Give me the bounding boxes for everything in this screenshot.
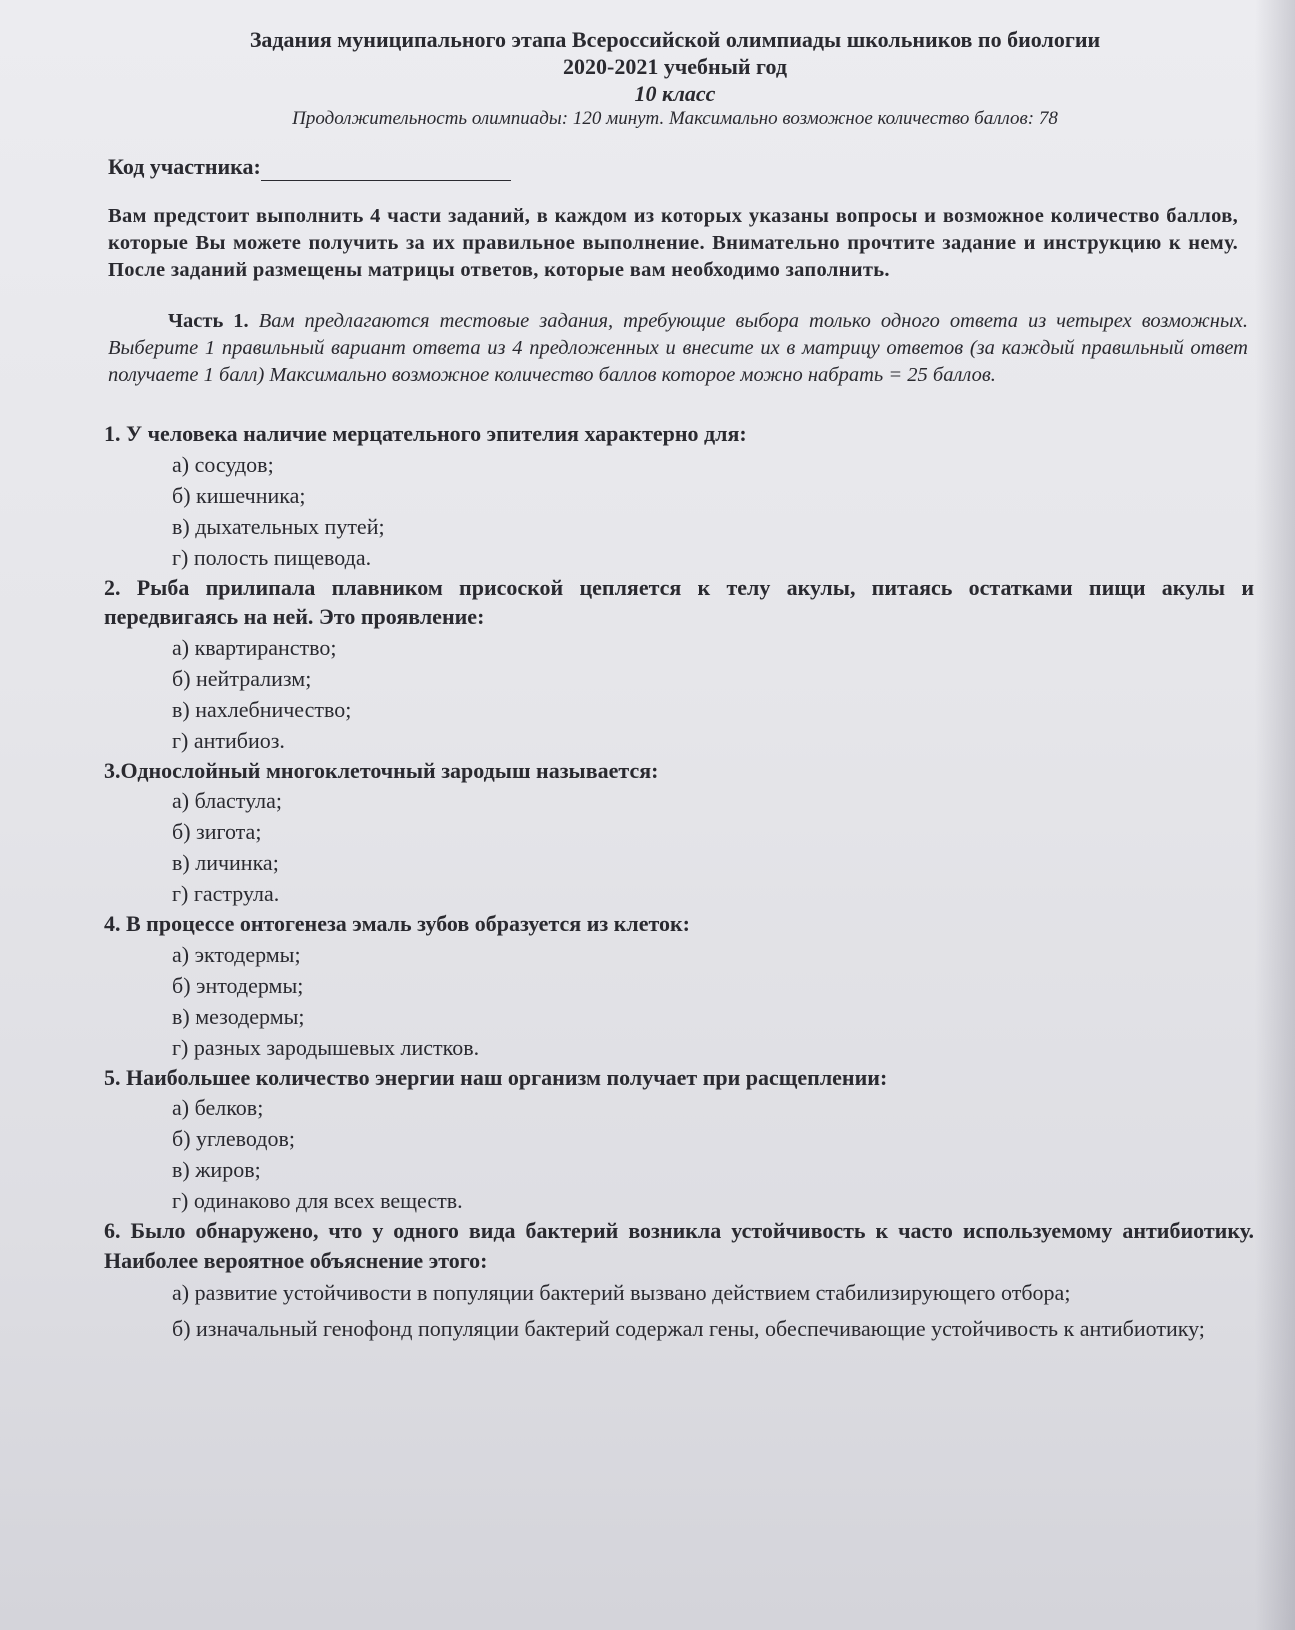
- answer-option: в) нахлебничество;: [172, 696, 352, 722]
- question-text: [104, 573, 1254, 632]
- answer-option: а) квартиранство;: [172, 634, 337, 660]
- answer-option: б) энтодермы;: [172, 972, 304, 998]
- question-body: Рыба прилипала плавником присоской цепляется к телу акулы, питаясь остатками пищи акулы и передвигаясь на ней. Это проявление:: [104, 574, 1255, 629]
- answer-option: в) мезодермы;: [172, 1003, 305, 1029]
- answer-option: а) сосудов;: [172, 451, 274, 477]
- page-edge-shadow: [1255, 0, 1295, 1630]
- answer-option: б) зигота;: [172, 819, 262, 844]
- question-5: [104, 1063, 1254, 1217]
- answer-option: г) одинаково для всех веществ.: [172, 1188, 463, 1213]
- question-body: Было обнаружено, что у одного вида бактерий возникла устойчивость к часто используемому антибиотику. Наиболее вероятное объяснение этого:: [104, 1218, 1255, 1273]
- answer-option: б) кишечника;: [172, 482, 306, 508]
- question-text: [104, 756, 1254, 786]
- answer-option: в) дыхательных путей;: [172, 513, 385, 539]
- intro-paragraph: Вам предстоит выполнить 4 части заданий, в каждом из которых указаны вопросы и возможное количество баллов, которые Вы можете получить за их правильное выполнение. Внимательно прочтите задание и инструкцию к нему. После заданий размещены матрицы ответов, которые вам необходимо заполнить.: [108, 205, 1238, 281]
- document-title: Задания муниципального этапа Всероссийской олимпиады школьников по биологии: [249, 27, 1101, 52]
- answer-option: в) личинка;: [172, 850, 279, 875]
- question-text: [104, 909, 1254, 939]
- answer-option: б) углеводов;: [172, 1126, 295, 1151]
- answer-option: г) полость пищевода.: [172, 544, 372, 570]
- answer-option: г) антибиоз.: [172, 727, 285, 753]
- answer-option: б) изначальный генофонд популяции бактерий содержал гены, обеспечивающие устойчивость к антибиотику;: [172, 1316, 1205, 1341]
- olympiad-page: [100, 0, 1255, 1347]
- question-number: 4.: [104, 911, 121, 936]
- duration-note: Продолжительность олимпиады: 120 минут. Максимально возможное количество баллов: 78: [292, 108, 1058, 129]
- question-body: В процессе онтогенеза эмаль зубов образуется из клеток:: [126, 911, 691, 936]
- participant-code-label: Код участника:: [108, 154, 261, 179]
- answer-option: а) белков;: [172, 1095, 264, 1120]
- question-6: [104, 1216, 1254, 1347]
- participant-code: [100, 153, 1250, 181]
- answer-option: б) нейтрализм;: [172, 665, 312, 691]
- answer-option: а) бластула;: [172, 788, 282, 813]
- answer-option: в) жиров;: [172, 1157, 261, 1182]
- question-list: [100, 419, 1254, 1347]
- grade-label: 10 класс: [634, 81, 716, 106]
- part-1-text: Вам предлагаются тестовые задания, требующие выбора только одного ответа из четырех возможных. Выберите 1 правильный вариант ответа из 4 предложенных и внесите их в матрицу ответов (за каждый правильный ответ получаете 1 балл) Максимально возможное количество баллов которое можно набрать = 25 баллов.: [108, 310, 1249, 386]
- school-year: 2020-2021 учебный год: [563, 54, 787, 79]
- question-text: [104, 1063, 1254, 1093]
- question-body: У человека наличие мерцательного эпителия характерно для:: [126, 421, 747, 446]
- question-number: 1.: [104, 421, 121, 446]
- question-1: [104, 419, 1254, 573]
- question-number: 5.: [104, 1064, 121, 1090]
- document-header: [100, 26, 1250, 107]
- question-number: 2.: [104, 574, 121, 600]
- participant-code-blank: [261, 158, 511, 181]
- question-2: [104, 573, 1254, 756]
- answer-option: а) эктодермы;: [172, 941, 301, 967]
- part-1-instructions: [100, 308, 1248, 389]
- question-text: [104, 419, 1254, 449]
- question-4: [104, 909, 1254, 1063]
- question-number: 6.: [104, 1218, 121, 1243]
- question-number: 3.: [104, 757, 121, 783]
- question-text: [104, 1216, 1254, 1275]
- question-body: Наибольшее количество энергии наш организм получает при расщеплении:: [126, 1064, 888, 1090]
- question-body: Однослойный многоклеточный зародыш называется:: [120, 757, 659, 783]
- question-3: [104, 756, 1254, 910]
- part-1-title: Часть 1.: [168, 310, 249, 332]
- answer-option: г) гаструла.: [172, 881, 280, 906]
- answer-option: а) развитие устойчивости в популяции бактерий вызвано действием стабилизирующего отбора;: [172, 1280, 1071, 1305]
- answer-option: г) разных зародышевых листков.: [172, 1034, 480, 1060]
